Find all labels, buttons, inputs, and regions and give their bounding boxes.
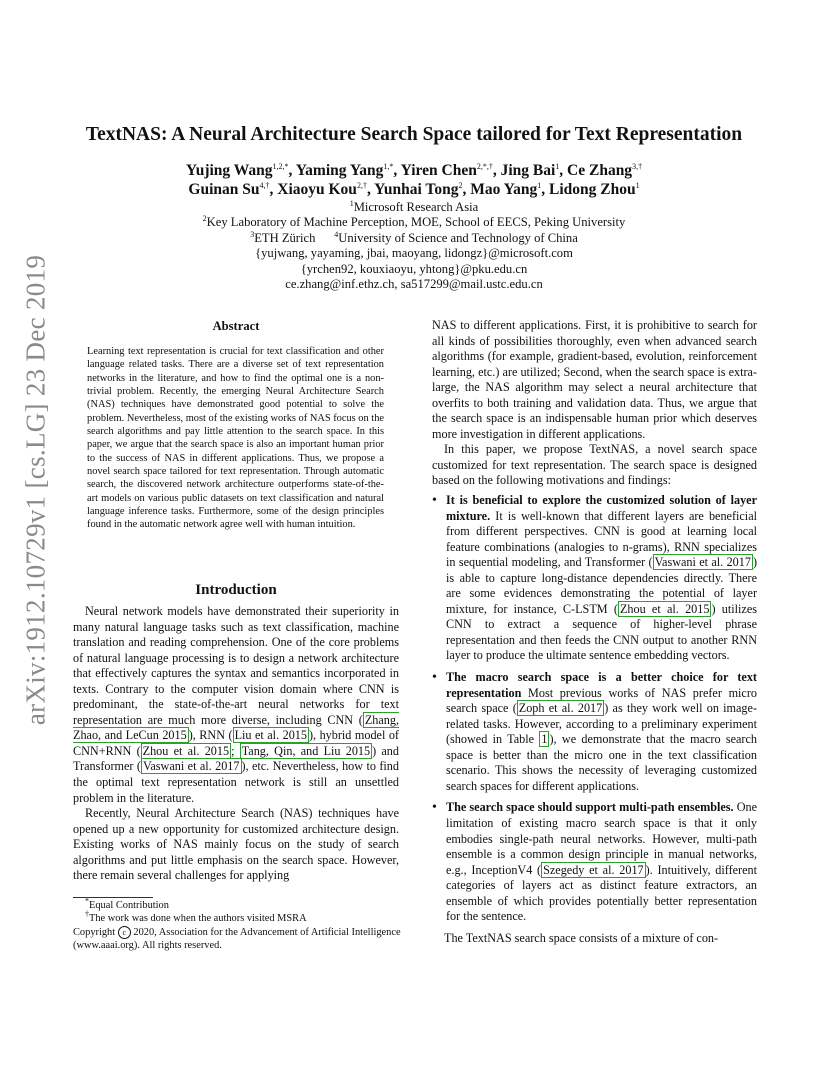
intro-paragraph-2: Recently, Neural Architecture Search (NAS) techniques have opened up a new opportunity for customized architecture design. Existing works of NAS mainly focus on the study of search algorithms and put little emphasis on the search space. However, there remain several challenges for applying [73,806,399,883]
citation-link[interactable]: Vaswani et al. 2017 [654,555,751,570]
citation-link[interactable]: Zhou et al. 2015 [142,743,230,758]
citation-link[interactable]: Liu et al. 2015 [234,728,307,743]
author-line-2: Guinan $Su^{4,\dagger}$, Xiaoyu Kou$^{2,\dagger}$, Yunhai Tong$^2$, Mao Yang$^1$, Lidong Zhou$^1$ [188,180,640,198]
author-name: Yaming Yang [295,162,384,179]
right-column-body [432,318,757,946]
email-eth-ustc: ce.zhang@inf.ethz.ch, sa517299@mail.ustc.edu.cn [285,277,543,292]
affiliation-pku: $^2$Key Laboratory of Machine Perception, MOE, School of EECS, Peking University [202,214,626,230]
author-line-1: Yujing Wang$^{1,2,*}$, Yaming Yang$^{1,*}$, Yiren Chen$^{2,*,\dagger}$, Jing Bai$^1$, Ce Zhang$^{3,\dagger}$ [185,161,643,179]
citation-link[interactable]: Szegedy et al. 2017 [543,862,644,877]
copyright-notice: Copyright c 2020, Association for the Advancement of Artificial Intelligence (www.aaai.org). All rights reserved. [73,926,401,951]
table-ref-link[interactable]: 1 [541,732,548,747]
author-name: Lidong Zhou [548,181,636,198]
list-item: • It is beneficial to explore the customized solution of layer mixture. It is well-known that different layers are beneficial from different perspectives. CNN is good at learning local feature combinations (analogies to n-grams), RNN specializes in sequential modeling, and Transformer ( Vaswani et al. 2017 ) is able to capture long-distance dependencies directly. There are some evidences demonstrating the potential of layer mixture, for instance, C-LSTM ( Zhou et al. 2015 ) utilizes CNN to extract a sequence of higher-level phrase representation and then feeds the CNN output to another RNN layer to produce the ultimate sentence embedding vectors. [432,493,757,664]
footnotes [73,896,403,953]
affiliation-eth-ustc: $^3$ETH Zürich $^4$University of Science and Technology of China [250,229,578,245]
arxiv-side-banner [14,254,58,726]
affiliations [80,200,748,292]
footnote-equal: *Equal Contribution [85,896,169,911]
list-item: • The macro search space is a better choice for text representation Most previous works of NAS prefer micro search space ( Zoph et al. 2017 ) as they work well on image-related tasks. However, according to a preliminary experiment (showed in Table 1 ), we demonstrate that the macro search space is better than the micro one in the text classification scenario. This shows the necessity of leveraging customized search spaces for different applications. [432,670,757,794]
intro-paragraph-1: Neural network models have demonstrated their superiority in many natural language tasks such as text classification, machine translation and reading comprehension. One of the core problems of natural language processing is to design a network architecture that effectively captures the syntax and semantics incorporated in texts. Contrary to the computer vision domain where CNN is predominant, the state-of-the-art neural networks for text representation are much more diverse, including CNN ( Zhang, Zhao, and LeCun 2015 ), RNN ( Liu et al. 2015 ), hybrid model of CNN+RNN ( Zhou et al. 2015 ; Tang, Qin, and Liu 2015 ) and Transformer ( Vaswani et al. 2017 ), etc. Nevertheless, how to find the optimal text representation network is still an unsettled problem in the literature. [73,604,399,805]
author-name: Mao Yang [470,181,538,198]
author-name: Yujing Wang [185,162,273,179]
citation-link[interactable]: Zhang, Zhao, and LeCun 2015 [73,712,399,743]
footnote-msra: †The work was done when the authors visited MSRA [85,909,307,924]
affiliation-msra: $^1$Microsoft Research Asia [349,198,479,214]
right-paragraph-last: The TextNAS search space consists of a mixture of con- [444,930,719,945]
email-microsoft: {yujwang, yayaming, jbai, maoyang, lidongz}@microsoft.com [255,246,573,261]
right-paragraph-1: NAS to different applications. First, it is prohibitive to search for all kinds of possibilities thoroughly, even when advanced search algorithms (for example, gradient-based, evolution, reinforcement learning, etc.) are utilized; Second, when the search space is extra-large, the NAS algorithm may select a neural architecture that overfits to both training and validation data. Thus, we argue that the search space is an indispensable human prior which deserves more investigation in different applications. [432,318,757,441]
citation-link[interactable]: Vaswani et al. 2017 [142,759,240,774]
author-name: Jing Bai [500,162,556,179]
abstract-body: Learning text representation is crucial for text classification and other language related tasks. There are a diverse set of text representation networks in the literature, and how to find the optimal one is a non-trivial problem. Recently, the emerging Neural Architecture Search (NAS) techniques have demonstrated good potential to solve the problem. Nevertheless, most of the existing works of NAS focus on the search algorithms and pay little attention to the search space. In this paper, we argue that the search space is also an important human prior to the success of NAS in different applications. Thus, we propose a novel search space tailored for text representation. Through automatic search, the discovered network architecture outperforms state-of-the-art models on various public datasets on text classification and natural language inference tasks. Furthermore, some of the design principles found in the automatic network agree well with human intuition. [87,346,384,531]
author-name: Yunhai Tong [374,181,459,198]
abstract-heading: Abstract [212,319,260,333]
citation-link[interactable]: Tang, Qin, and Liu 2015 [241,743,371,758]
motivation-list [432,493,757,925]
paper-title: TextNAS: A Neural Architecture Search Space tailored for Text Representation [85,124,743,145]
author-name: Guinan Su [188,181,260,198]
author-name: Ce Zhang [567,162,633,179]
citation-link[interactable]: Zoph et al. 2017 [518,701,603,716]
copyright-icon: c [118,926,131,939]
author-name: Yiren Chen [400,162,477,179]
author-name: Xiaoyu Kou [277,181,357,198]
email-pku: {yrchen92, kouxiaoyu, yhtong}@pku.edu.cn [300,261,528,276]
list-item: • The search space should support multi-path ensembles. One limitation of existing macro search space is that it only embodies single-path neural networks. However, multi-path ensemble is a common design principle in manual networks, e.g., InceptionV4 ( Szegedy et al. 2017 ). Intuitively, different categories of layers act as distinct feature extractors, an ensemble of which provides potentially better representation for the sentence. [432,800,757,924]
citation-link[interactable]: Zhou et al. 2015 [619,601,710,616]
left-column-body [73,604,399,884]
introduction-heading: Introduction [195,582,277,598]
arxiv-id-text: arXiv:1912.10729v1 [cs.LG] 23 Dec 2019 [20,254,51,726]
right-paragraph-2: In this paper, we propose TextNAS, a novel search space customized for text representation. The search space is designed based on the following motivations and findings: [432,442,757,488]
